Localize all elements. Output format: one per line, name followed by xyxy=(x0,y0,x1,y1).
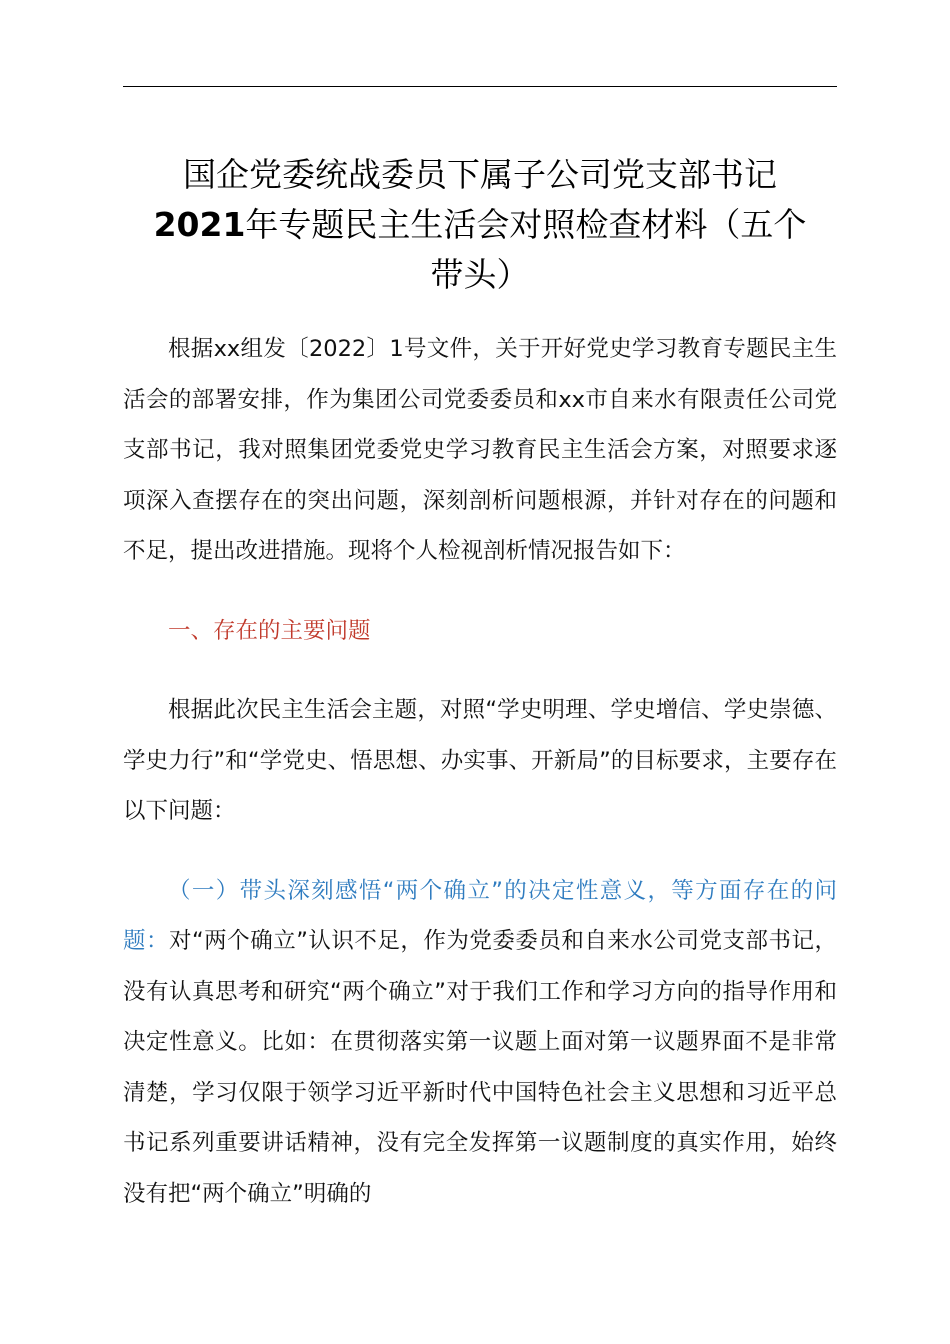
header-rule xyxy=(123,86,837,87)
intro-paragraph: 根据xx组发〔2022〕1号文件，关于开好党史学习教育专题民主生活会的部署安排，作为集团公司党委委员和xx市自来水有限责任公司党支部书记，我对照集团党委党史学习教育民主生活会方案，对照要求逐项深入查摆存在的突出问题，深刻剖析问题根源，并针对存在的问题和不足，提出改进措施。现将个人检视剖析情况报告如下： xyxy=(123,336,837,564)
item-1-text: 对“两个确立”认识不足，作为党委委员和自来水公司党支部书记，没有认真思考和研究“两个确立”对于我们工作和学习方向的指导作用和决定性意义。比如：在贯彻落实第一议题上面对第一议题界面不是非常清楚，学习仅限于领学习近平新时代中国特色社会主义思想和习近平总书记系列重要讲话精神，没有完全发挥第一议题制度的真实作用，始终没有把“两个确立”明确的 xyxy=(123,928,837,1207)
item-1-heading: （一）带头深刻感悟“两个确立”的决定性意义，等方面存在的问题： xyxy=(123,877,837,954)
title-line-3: 带头） xyxy=(430,255,530,294)
document-body xyxy=(123,324,837,1219)
section-heading-problems: 一、存在的主要问题 xyxy=(168,617,371,644)
title-line-1: 国企党委统战委员下属子公司党支部书记 xyxy=(183,155,777,194)
title-year: 2021 xyxy=(153,205,246,244)
title-line-2-text: 年专题民主生活会对照检查材料（五个 xyxy=(245,205,807,244)
item-1-paragraph xyxy=(123,866,837,1220)
section-lead-paragraph: 根据此次民主生活会主题，对照“学史明理、学史增信、学史崇德、学史力行”和“学党史、悟思想、办实事、开新局”的目标要求，主要存在以下问题： xyxy=(123,697,837,824)
title-line-2 xyxy=(123,200,837,250)
document-title xyxy=(123,150,837,300)
